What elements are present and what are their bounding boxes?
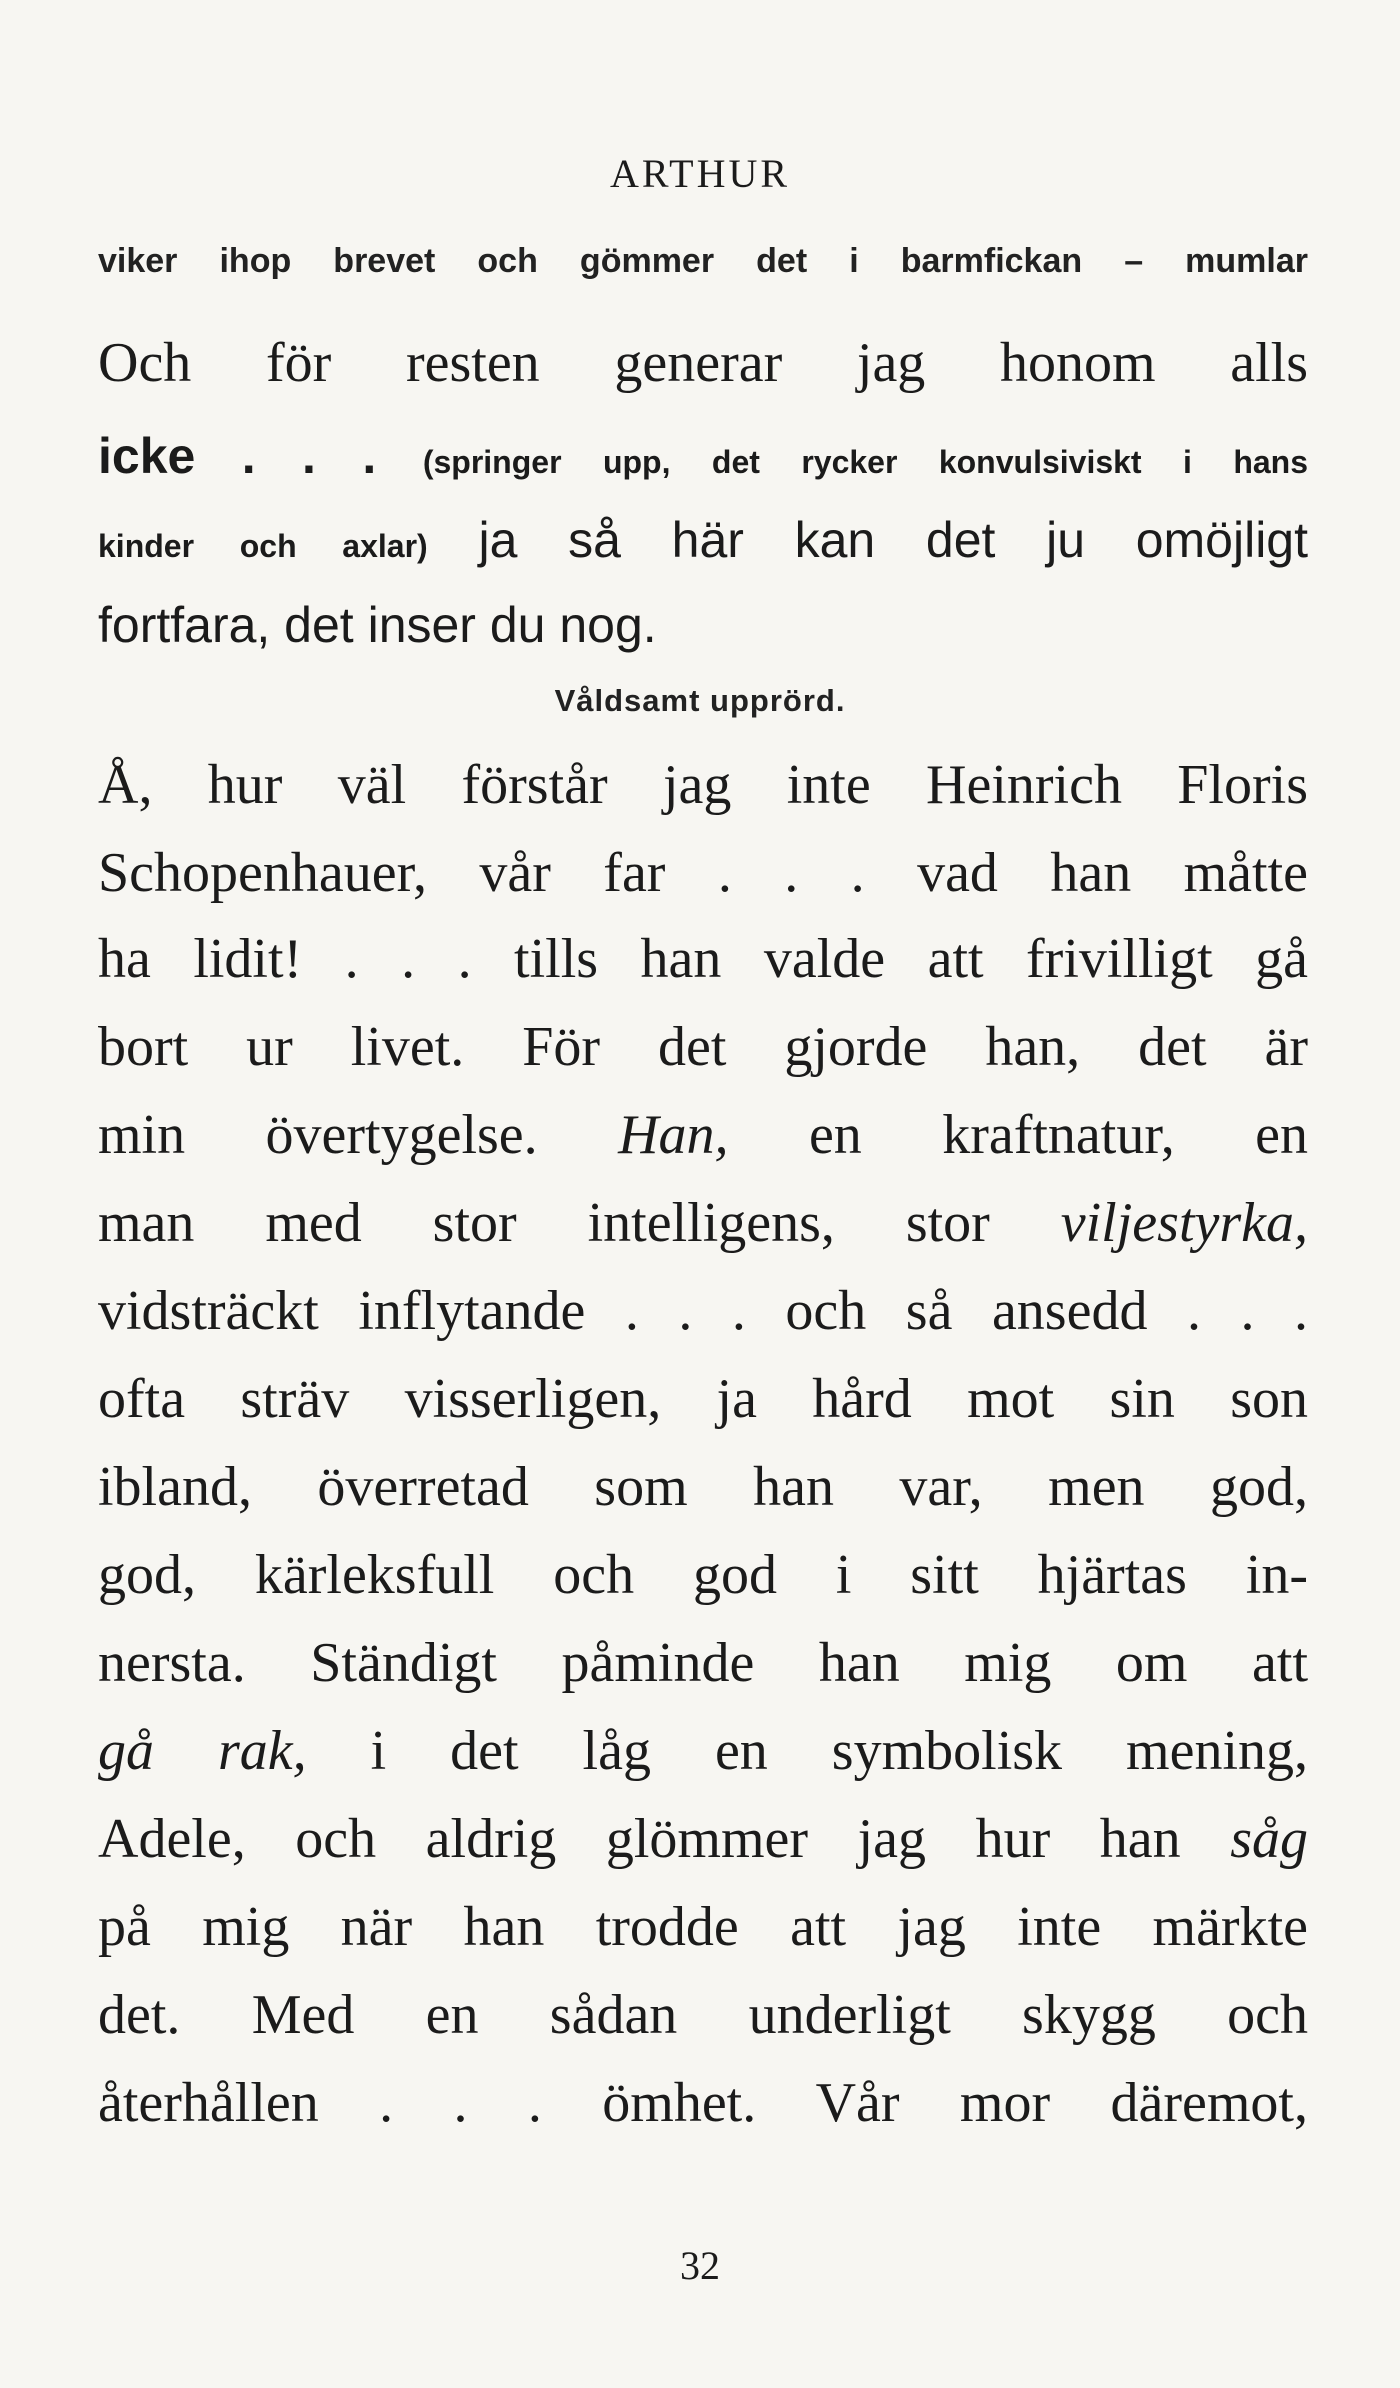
text-line	[98, 504, 1308, 581]
text-line	[98, 1188, 1308, 1258]
inline-stage-direction: kinder och axlar)	[98, 528, 428, 564]
text-segment: bort ur livet. För det gjorde han, det är	[98, 1016, 1308, 1078]
text-segment: icke . . .	[98, 428, 377, 484]
text-line	[98, 1452, 1308, 1522]
italic-segment: gå rak,	[98, 1720, 307, 1782]
speaker-name: ARTHUR	[609, 151, 791, 196]
italic-segment: viljestyrka,	[1060, 1192, 1309, 1254]
text-segment: fortfara, det inser du nog.	[98, 597, 657, 653]
text-line	[98, 1628, 1308, 1698]
text-line	[98, 1100, 1308, 1170]
text-segment: ha lidit! . . . tills han valde att frivilligt gå	[98, 928, 1308, 990]
text-line	[98, 1892, 1308, 1962]
text-line	[98, 328, 1308, 398]
text-segment: på mig när han trodde att jag inte märkte	[98, 1896, 1308, 1958]
stage-direction: viker ihop brevet och gömmer det i barmfickan – mumlar	[98, 242, 1308, 280]
stage-direction: Våldsamt upprörd.	[554, 683, 846, 718]
text-segment: Schopenhauer, vår far . . . vad han måtte	[98, 842, 1308, 904]
text-segment: god, kärleksfull och god i sitt hjärtas in-	[98, 1544, 1308, 1606]
text-line	[98, 1540, 1308, 1610]
italic-segment: Han,	[618, 1104, 729, 1166]
text-segment: ja så här kan det ju omöjligt	[478, 512, 1309, 568]
text-segment: i det låg en symbolisk mening,	[370, 1720, 1309, 1782]
text-segment: Adele, och aldrig glömmer jag hur han	[98, 1808, 1181, 1870]
text-segment: man med stor intelligens, stor	[98, 1192, 990, 1254]
text-segment: ofta sträv visserligen, ja hård mot sin son	[98, 1368, 1308, 1430]
inline-stage-direction: (springer upp, det rycker konvulsiviskt i hans	[422, 444, 1309, 480]
text-segment: en kraftnatur, en	[808, 1104, 1309, 1166]
text-segment: min övertygelse.	[98, 1104, 538, 1166]
text-line	[98, 750, 1308, 820]
text-line	[98, 1804, 1308, 1874]
italic-segment: såg	[1230, 1808, 1308, 1870]
text-segment: det. Med en sådan underligt skygg och	[98, 1984, 1308, 2046]
text-line	[98, 1980, 1308, 2050]
text-segment: Och för resten generar jag honom alls	[98, 332, 1308, 394]
text-line	[98, 1716, 1308, 1786]
text-line	[98, 924, 1308, 994]
text-segment: återhållen . . . ömhet. Vår mor däremot,	[98, 2072, 1308, 2134]
text-line	[98, 590, 1308, 660]
text-line	[98, 838, 1308, 908]
text-segment: vidsträckt inflytande . . . och så ansedd . . .	[98, 1280, 1308, 1342]
text-line	[98, 1364, 1308, 1434]
text-segment: ibland, överretad som han var, men god,	[98, 1456, 1308, 1518]
text-line	[98, 1276, 1308, 1346]
text-line	[98, 2068, 1308, 2138]
text-line	[98, 1012, 1308, 1082]
text-segment: nersta. Ständigt påminde han mig om att	[98, 1632, 1308, 1694]
text-segment: Å, hur väl förstår jag inte Heinrich Floris	[98, 754, 1308, 816]
text-line	[98, 420, 1308, 497]
page-number: 32	[680, 2243, 720, 2288]
